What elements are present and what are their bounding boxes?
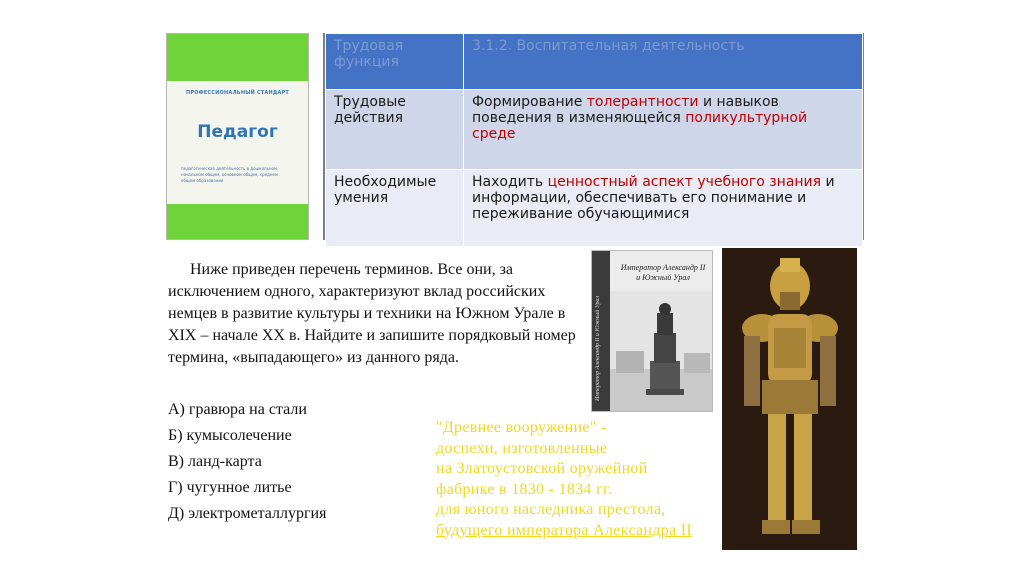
option-a: А) гравюра на стали [168,401,307,418]
standard-table [325,33,863,247]
text-part: и информации, обеспечивать его понимание и переживание обучающимися [472,174,835,222]
table-row [326,90,863,170]
question-text [168,259,588,369]
caption-line: доспехи, изготовленные [436,439,608,457]
row-value-skills [464,170,863,247]
book-spine-text: Император Александр II и Южный Урал [595,295,601,401]
header-cell-activity: 3.1.2. Воспитательная деятельность [464,34,863,90]
standard-book-cover [166,33,309,240]
table-header-row [326,34,863,90]
cover-subtitle: педагогическая деятельность в дошкольном, начальном общем, основном общем, среднем общем образовании [181,166,279,183]
monument-image [610,291,713,412]
option-e: Д) электрометаллургия [168,505,327,522]
row-label-actions: Трудовые действия [326,90,464,170]
alexander-book-cover [591,250,713,412]
armor-caption [436,418,776,541]
cover-title: Педагог [197,122,278,142]
row-value-actions [464,90,863,170]
highlight-term: толерантности [586,94,699,110]
cover-top-band [167,34,308,81]
caption-line: на Златоустовской оружейной [436,460,648,477]
option-b: Б) кумысолечение [168,427,292,444]
cover-bottom-band [167,204,308,239]
caption-line: будущего императора Александра II [436,521,692,539]
row-label-skills: Необходимые умения [326,170,464,247]
caption-line: фабрике в 1830 - 1834 гг. [436,480,613,498]
text-part: и навыков поведения в изменяющейся [472,94,779,126]
text-part: Формирование [472,94,587,110]
book-title: Император Александр II и Южный Урал [620,263,706,282]
options-list [168,397,326,527]
option-d: Г) чугунное литье [168,479,292,496]
question-body: Ниже приведен перечень терминов. Все они, за исключением одного, характеризуют вклад российских немцев в развитие культуры и техники на Южном Урале в XIX – начале XX в. Найдите и запишите порядковый номер термина, «выпадающего» из данного ряда. [168,261,576,366]
cover-series: ПРОФЕССИОНАЛЬНЫЙ СТАНДАРТ [185,90,290,96]
highlight-term: ценностный аспект учебного знания [547,174,822,190]
header-cell-function: Трудовая функция [326,34,464,90]
highlight-term: поликультурной среде [472,110,808,142]
table-row [326,170,863,247]
caption-line: для юного наследника престола, [436,501,666,518]
text-part: Находить [472,174,548,190]
option-c: В) ланд-карта [168,453,262,470]
caption-title: "Древнее вооружение" - [436,419,607,436]
